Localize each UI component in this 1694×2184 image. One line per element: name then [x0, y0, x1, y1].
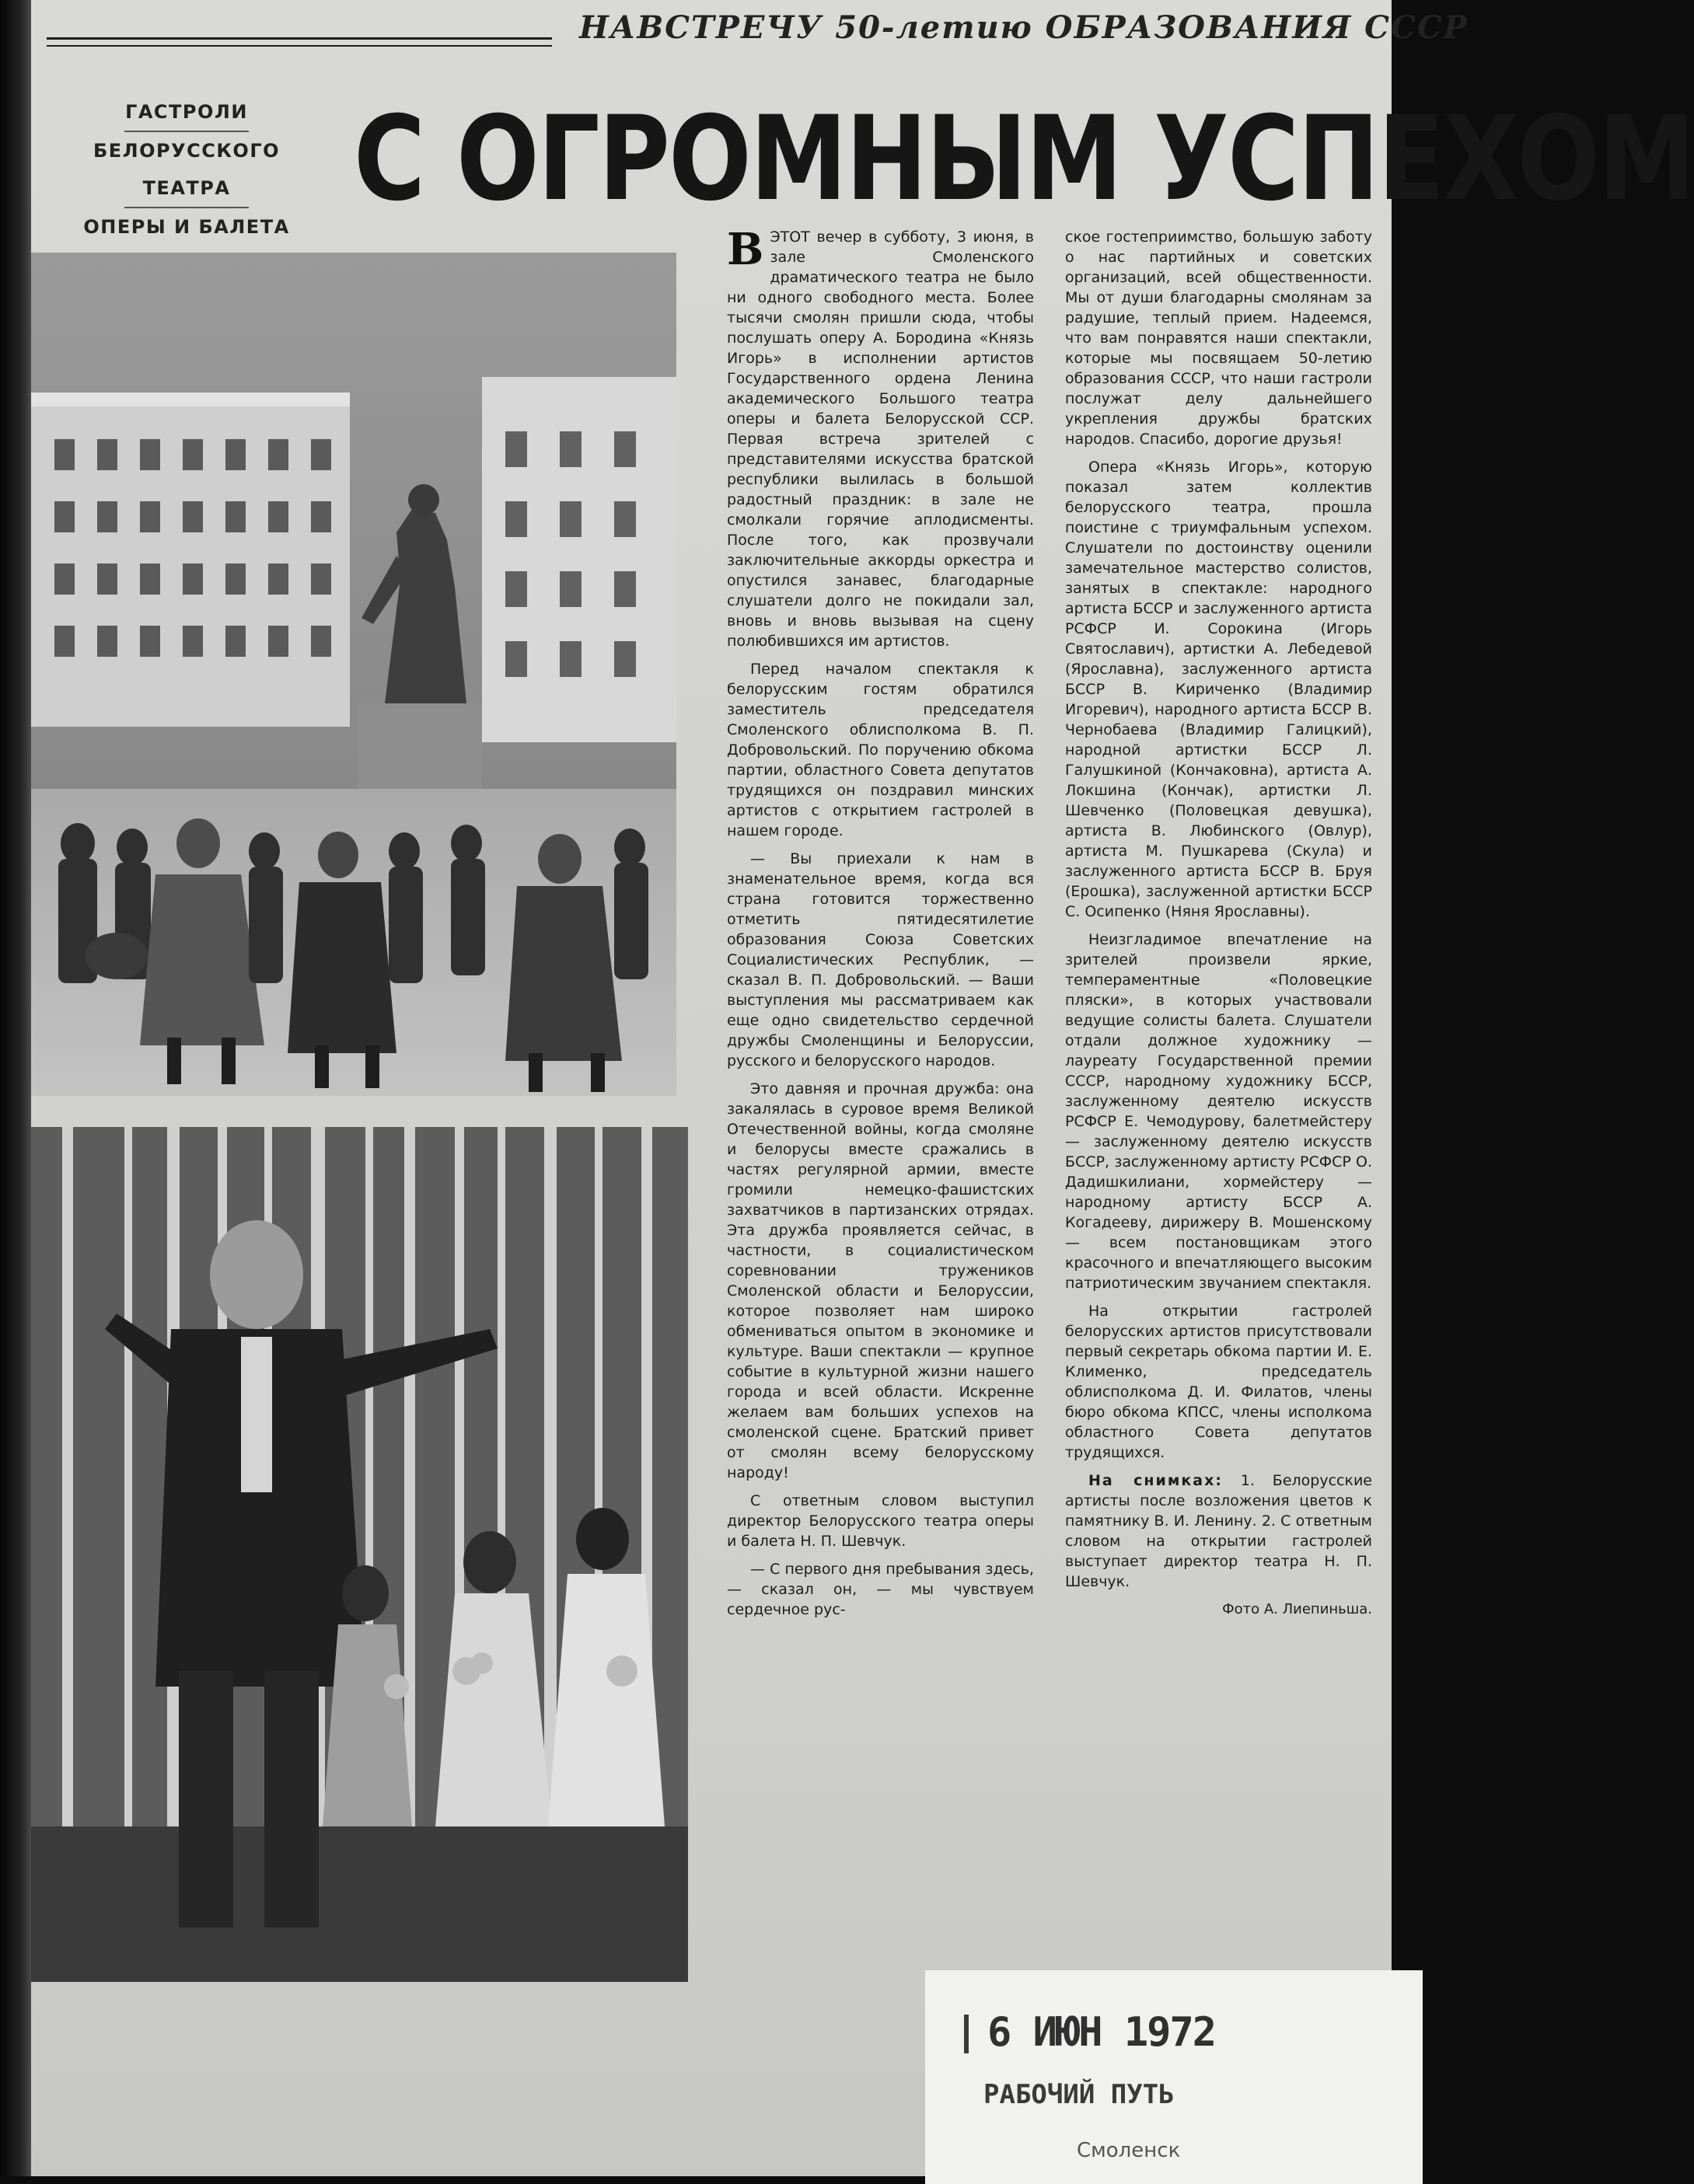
article-column-1: [727, 224, 1034, 1628]
rubric-rule: [47, 37, 552, 40]
article-paragraph-2: Перед началом спектакля к белорусским гостям обратился заместитель председателя Смоленского облисполкома В. П. Добровольский. По поручению обкома партии, областного Совета депутатов трудящихся он поздравил минских артистов с открытием гастролей в нашем городе.: [727, 661, 1034, 839]
article-paragraph-6: — С первого дня пребывания здесь, — сказал он, — мы чувствуем сердечное рус-: [727, 1561, 1034, 1618]
paragraph-text: ЭТОТ вечер в субботу, 3 июня, в зале Смоленского драматического театра не было ни одного свободного места. Более тысячи смолян пришли сюда, чтобы послушать оперу А. Бородина «Князь Игорь» в исполнении артистов Государственного ордена Ленина академического Большого театра оперы и балета Белорусской ССР. Первая встреча зрителей с представителями искусства братской республики вылилась в большой радостный праздник: в зале не смолкали горячие аплодисменты. После того, как прозвучали заключительные аккорды оркестра и опустился занавес, благодарные слушатели долго не покидали зал, вновь и вновь вызывая на сцену полюбившихся им артистов.: [727, 229, 1034, 650]
article-paragraph-3: — Вы приехали к нам в знаменательное время, когда вся страна готовится торжественно отметить пятидесятилетие образования Союза Советских Социалистических Республик, — сказал В. П. Добровольский. — Ваши выступления мы рассматриваем как еще одно свидетельство сердечной дружбы Смоленщины и Белоруссии, русского и белорусского народов.: [727, 850, 1034, 1069]
section-rubric: НАВСТРЕЧУ 50-летию ОБРАЗОВАНИЯ СССР: [579, 9, 1469, 46]
headline: С ОГРОМНЫМ УСПЕХОМ: [354, 92, 1694, 227]
article-paragraph-7: ское гостеприимство, большую заботу о нас партийных и советских организаций, всей общественности. Мы от души благодарны смолянам за радушие, теплый прием. Надеемся, что вам понравятся наши спектакли, которые мы посвящаем 50-летию образования СССР, что наши гастроли послужат делу дальнейшего укрепления дружбы братских народов. Спасибо, дорогие друзья!: [1065, 229, 1372, 448]
caption-text: 1. Белорусские артисты после возложения цветов к памятнику В. И. Ленину. 2. С ответным словом на открытии гастролей выступает директор театра Н. П. Шевчук.: [1065, 1472, 1372, 1590]
caption-heading: На снимках:: [1088, 1472, 1223, 1489]
photo-credit: Фото А. Лиепиньша.: [1222, 1601, 1372, 1617]
photo-captions: [1065, 1471, 1372, 1592]
stamp-date: 6 ИЮН 1972: [987, 2009, 1216, 2056]
drop-cap: В: [727, 224, 764, 275]
article-paragraph-1: [727, 224, 1034, 651]
stamp-source: РАБОЧИЙ ПУТЬ: [983, 2079, 1175, 2110]
stamp-mark: [964, 2015, 969, 2053]
article-paragraph-5: С ответным словом выступил директор Белорусского театра оперы и балета Н. П. Шевчук.: [727, 1492, 1034, 1550]
article-paragraph-9: Неизгладимое впечатление на зрителей произвели яркие, темпераментные «Половецкие пляски», в которых участвовали ведущие солисты балета. Слушатели отдали должное художнику — лауреату Государственной премии СССР, народному художнику БССР, заслуженному деятелю искусств РСФСР Е. Чемодурову, балетмейстеру — заслуженному деятелю искусств БССР, заслуженному артисту РСФСР О. Дадишкилиани, хормейстеру — народному артисту БССР А. Когадееву, дирижеру В. Мошенскому — всем постановщикам этого красочного и впечатляющего высоким патриотическим звучанием спектакля.: [1065, 931, 1372, 1292]
article-paragraph-4: Это давняя и прочная дружба: она закалялась в суровое время Великой Отечественной войны, когда смоляне и белорусы вместе сражались в частях регулярной армии, вместе громили немецко-фашистских захватчиков в партизанских отрядах. Эта дружба проявляется сейчас, в частности, в социалистическом соревновании тружеников Смоленской области и Белоруссии, которое позволяет нам широко обмениваться опытом в экономике и культуре. Ваши спектакли — крупное событие в культурной жизни нашего города и всей области. Искренне желаем вам больших успехов на смоленской сцене. Братский привет от смолян всему белорусскому народу!: [727, 1080, 1034, 1481]
kicker-line-1: ГАСТРОЛИ: [125, 101, 248, 123]
kicker-line-3: ОПЕРЫ И БАЛЕТА: [83, 216, 290, 238]
article-paragraph-10: На открытии гастролей белорусских артистов присутствовали первый секретарь обкома партии И. Е. Клименко, председатель облисполкома Д. И. Филатов, члены бюро обкома КПСС, члены исполкома областного Совета депутатов трудящихся.: [1065, 1303, 1372, 1461]
stamp-city: Смоленск: [1077, 2139, 1181, 2162]
article-column-2: [1065, 227, 1372, 1620]
article-paragraph-8: Опера «Князь Игорь», которую показал затем коллектив белорусского театра, прошла поистине с триумфальным успехом. Слушатели по достоинству оценили замечательное мастерство солистов, занятых в спектакле: народного артиста БССР и заслуженного артиста РСФСР И. Сорокина (Игорь Святославич), артистки А. Лебедевой (Ярославна), заслуженного артиста БССР В. Кириченко (Владимир Игоревич), народного артиста БССР В. Чернобаева (Владимир Галицкий), народной артистки БССР Л. Галушкиной (Кончаковна), артиста А. Локшина (Кончак), артистки Л. Шевченко (Половецкая девушка), артиста В. Любинского (Овлур), артиста М. Пушкарева (Скула) и заслуженного артиста БССР В. Бруя (Ерошка), заслуженной артистки БССР С. Осипенко (Няня Ярославны).: [1065, 459, 1372, 920]
section-kicker: [54, 93, 319, 246]
photo-bottom-artwork: [31, 1127, 688, 1982]
photo-top-artwork: [31, 253, 676, 1096]
photo-top-artists: [31, 253, 676, 1096]
kicker-line-2: БЕЛОРУССКОГО ТЕАТРА: [93, 140, 281, 199]
rubric-rule-thin: [47, 45, 552, 47]
photo-bottom-director: [31, 1127, 688, 1982]
scan-dark-edge: [0, 0, 31, 2176]
